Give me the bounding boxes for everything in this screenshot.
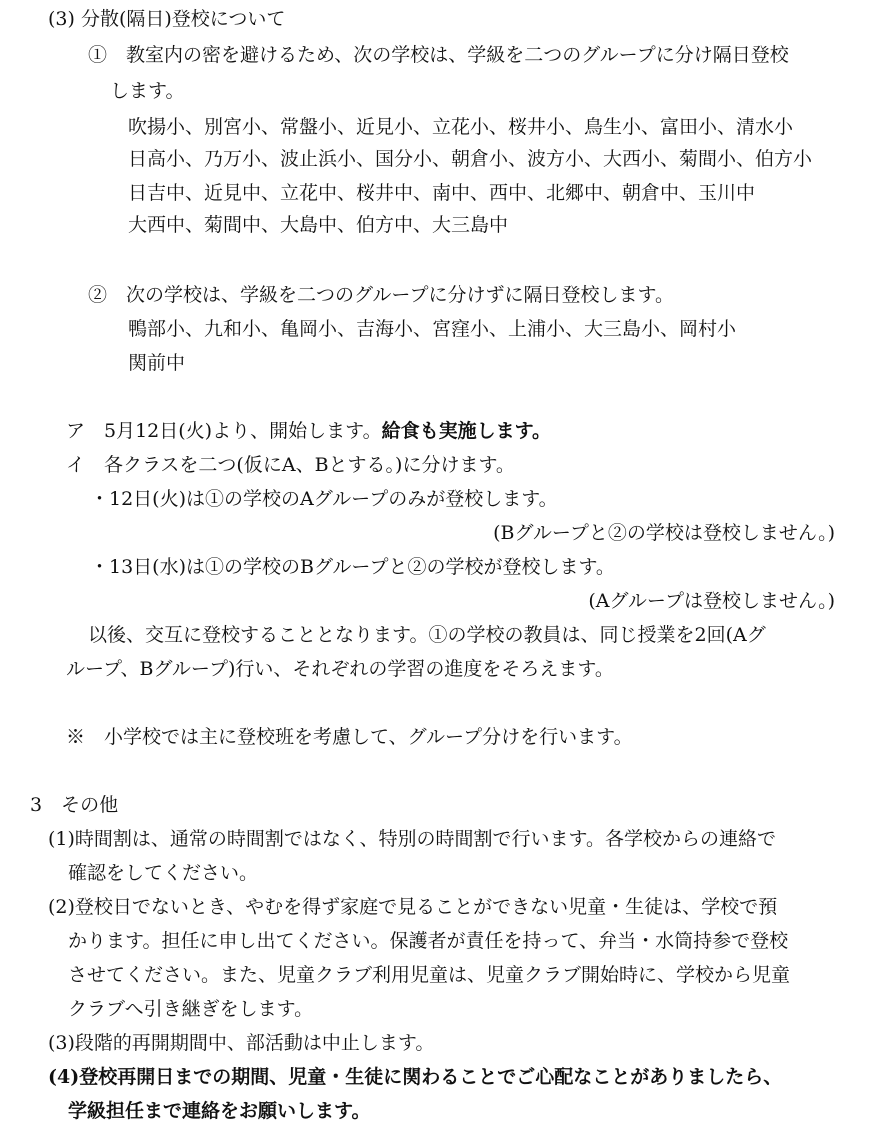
paragraph-line: 以後、交互に登校することとなります。①の学校の教員は、同じ授業を2回(Aグ: [88, 624, 766, 646]
other-item-4-line1: (4)登校再開日までの期間、児童・生徒に関わることでご心配なことがありましたら、: [48, 1066, 783, 1088]
other-item-2-line3: させてください。また、児童クラブ利用児童は、児童クラブ開始時に、学校から児童: [68, 964, 791, 986]
other-item-1-line1: (1)時間割は、通常の時間割ではなく、特別の時間割で行います。各学校からの連絡で: [48, 828, 777, 850]
note-line: ※ 小学校では主に登校班を考慮して、グループ分けを行います。: [66, 726, 633, 748]
item1-text-line2: します。: [110, 80, 185, 102]
other-item-2-line2: かります。担任に申し出てください。保護者が責任を持って、弁当・水筒持参で登校: [68, 930, 789, 952]
item2-text: ② 次の学校は、学級を二つのグループに分けずに隔日登校します。: [88, 284, 674, 306]
section-heading-dispersed-attendance: (3) 分散(隔日)登校について: [48, 8, 286, 30]
other-item-1-line2: 確認をしてください。: [68, 862, 259, 884]
bullet-13th-note: (Aグループは登校しません。): [588, 590, 835, 612]
item2-schools-line: 関前中: [128, 352, 186, 374]
item2-schools-line: 鴨部小、九和小、亀岡小、吉海小、宮窪小、上浦小、大三島小、岡村小: [128, 318, 737, 340]
other-item-4-line2: 学級担任まで連絡をお願いします。: [68, 1100, 371, 1122]
bullet-12th-note: (Bグループと②の学校は登校しません。): [493, 522, 835, 544]
item1-schools-line: 日高小、乃万小、波止浜小、国分小、朝倉小、波方小、大西小、菊間小、伯方小: [128, 148, 813, 170]
item-a-bold-text: 給食も実施します。: [381, 420, 552, 442]
item1-text-line1: ① 教室内の密を避けるため、次の学校は、学級を二つのグループに分け隔日登校: [88, 44, 789, 66]
other-item-2-line4: クラブへ引き継ぎをします。: [68, 998, 314, 1020]
paragraph-line: ループ、Bグループ)行い、それぞれの学習の進度をそろえます。: [66, 658, 614, 680]
item1-schools-line: 日吉中、近見中、立花中、桜井中、南中、西中、北郷中、朝倉中、玉川中: [128, 182, 756, 204]
item-i: イ 各クラスを二つ(仮にA、Bとする。)に分けます。: [66, 454, 515, 476]
bullet-13th: ・13日(水)は①の学校のBグループと②の学校が登校します。: [90, 556, 615, 578]
item1-schools-line: 大西中、菊間中、大島中、伯方中、大三島中: [128, 214, 509, 236]
section-heading-other: 3 その他: [30, 794, 119, 816]
item-a: [66, 416, 551, 446]
item-a-text: ア 5月12日(火)より、開始します。: [66, 420, 382, 442]
item1-schools-line: 吹揚小、別宮小、常盤小、近見小、立花小、桜井小、鳥生小、富田小、清水小: [128, 116, 794, 138]
other-item-3-line1: (3)段階的再開期間中、部活動は中止します。: [48, 1032, 435, 1054]
bullet-12th: ・12日(火)は①の学校のAグループのみが登校します。: [90, 488, 558, 510]
other-item-2-line1: (2)登校日でないとき、やむを得ず家庭で見ることができない児童・生徒は、学校で預: [48, 896, 778, 918]
